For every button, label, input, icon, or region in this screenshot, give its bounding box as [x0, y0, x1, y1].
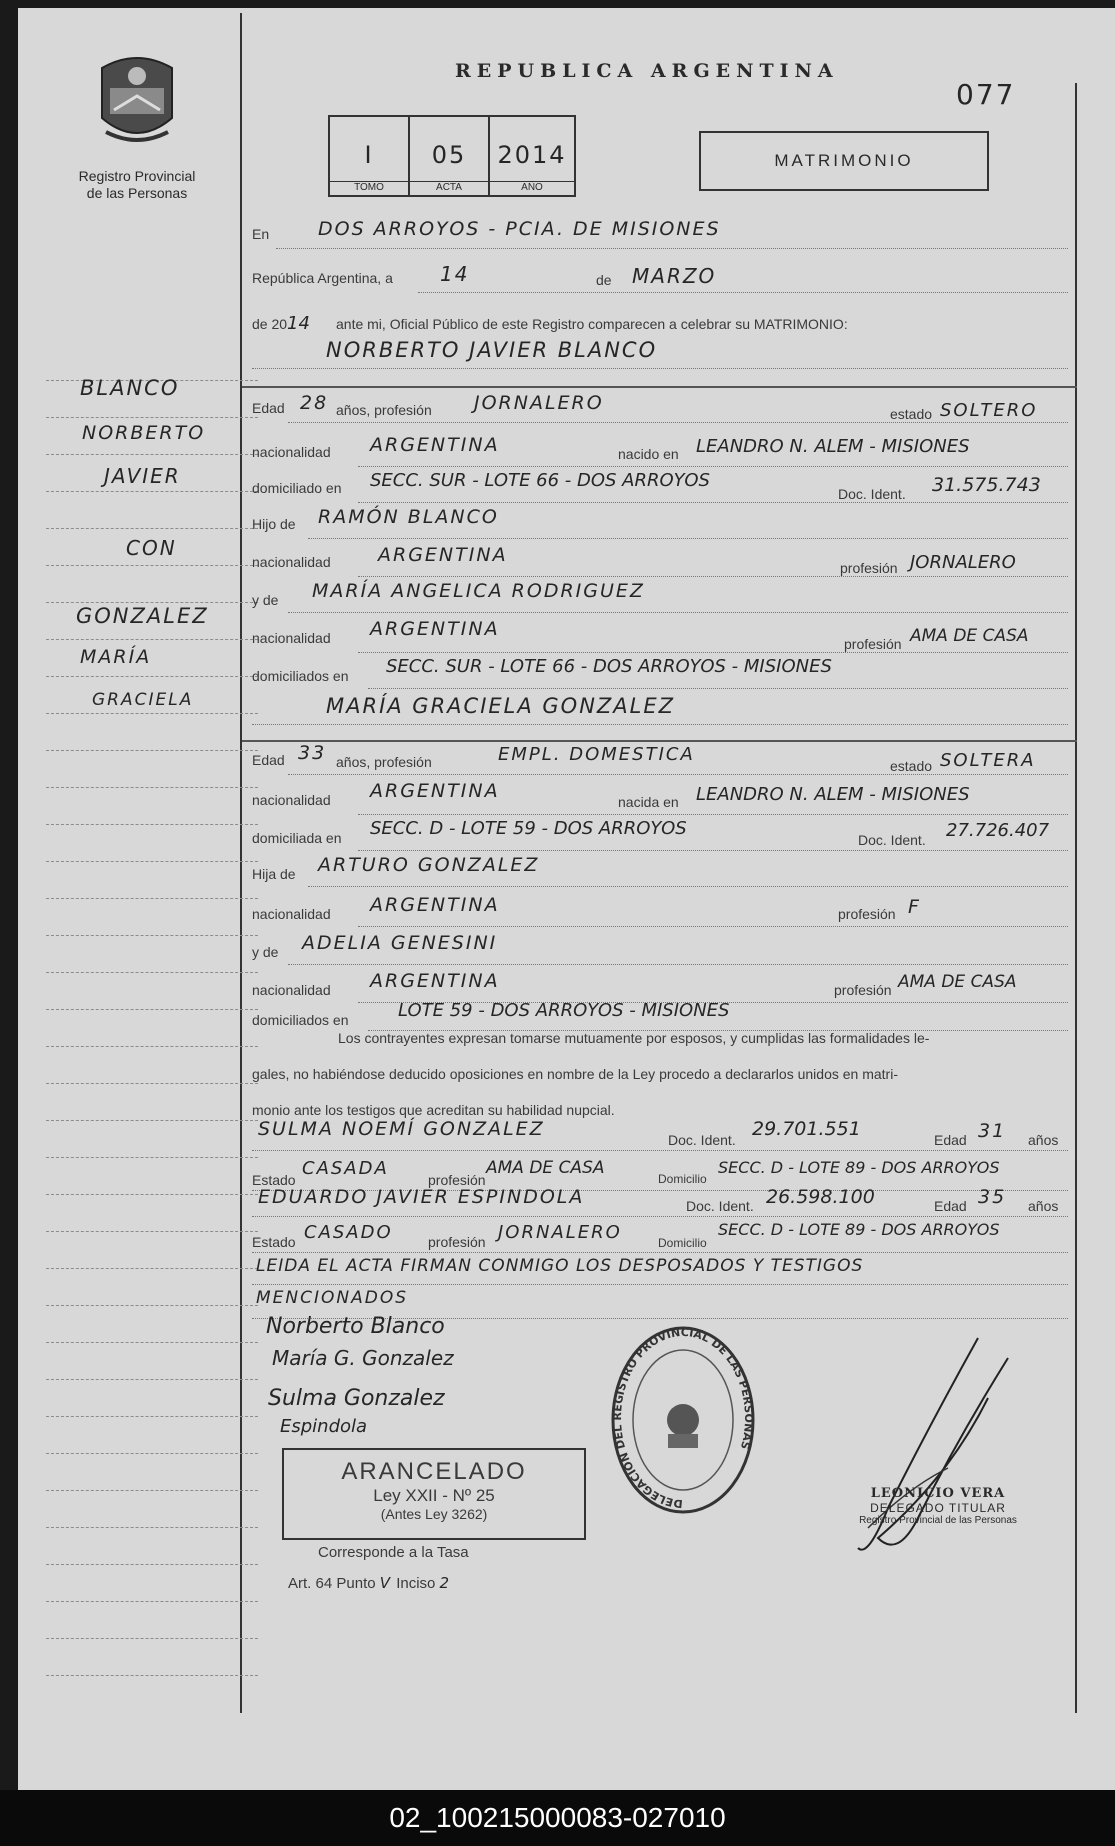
closing-line-2: MENCIONADOS — [256, 1288, 408, 1308]
witness2-profession: JORNALERO — [498, 1222, 622, 1243]
witness2-address: SECC. D - LOTE 89 - DOS ARROYOS — [718, 1220, 1000, 1239]
witness1-civil-status: CASADA — [302, 1158, 389, 1179]
groom-father-profession: JORNALERO — [910, 552, 1016, 573]
margin-annotation-5: GONZALEZ — [76, 604, 209, 628]
groom-mother: MARÍA ANGELICA RODRIGUEZ — [312, 580, 645, 602]
margin-ruled-line — [46, 1379, 258, 1380]
groom-age: 28 — [300, 392, 329, 414]
bride-mother-profession: AMA DE CASA — [898, 972, 1017, 992]
margin-ruled-line — [46, 972, 258, 973]
margin-ruled-line — [46, 824, 258, 825]
coat-of-arms-logo — [92, 48, 182, 163]
page-number: 077 — [956, 78, 1016, 111]
margin-ruled-line — [46, 750, 258, 751]
groom-birthplace: LEANDRO N. ALEM - MISIONES — [696, 436, 970, 457]
officer-signature — [808, 1318, 1038, 1573]
officer-block: LEONICIO VERA DELEGADO TITULAR Registro Provincial de las Personas — [859, 1486, 1017, 1526]
margin-ruled-line — [46, 1675, 258, 1676]
margin-annotation-3: JAVIER — [104, 464, 181, 488]
margin-ruled-line — [46, 1601, 258, 1602]
margin-ruled-line — [46, 1453, 258, 1454]
groom-name: NORBERTO JAVIER BLANCO — [326, 338, 658, 362]
margin-ruled-line — [46, 602, 258, 603]
bride-birthplace: LEANDRO N. ALEM - MISIONES — [696, 784, 970, 805]
margin-divider — [240, 13, 242, 1713]
signature-witness-1: Sulma Gonzalez — [268, 1386, 445, 1411]
groom-father: RAMÓN BLANCO — [318, 506, 499, 528]
record-number-box — [328, 115, 576, 197]
witness1-age: 31 — [978, 1120, 1007, 1142]
margin-ruled-line — [46, 1009, 258, 1010]
margin-ruled-line — [46, 528, 258, 529]
margin-ruled-line — [46, 1638, 258, 1639]
witness2-civil-status: CASADO — [304, 1222, 393, 1243]
witness2-name: EDUARDO JAVIER ESPINDOLA — [258, 1186, 585, 1208]
margin-ruled-line — [46, 1564, 258, 1565]
groom-doc-number: 31.575.743 — [932, 474, 1041, 496]
record-type-box: MATRIMONIO — [699, 131, 989, 191]
bride-mother-nationality: ARGENTINA — [370, 970, 500, 992]
margin-annotation-6: MARÍA — [80, 646, 152, 668]
groom-nationality: ARGENTINA — [370, 434, 500, 456]
signature-bride: María G. Gonzalez — [272, 1346, 454, 1370]
groom-civil-status: SOLTERO — [940, 400, 1038, 421]
arancelado-stamp: ARANCELADO Ley XXII - Nº 25 (Antes Ley 3262) — [282, 1448, 586, 1540]
margin-ruled-line — [46, 1490, 258, 1491]
margin-ruled-line — [46, 1120, 258, 1121]
document-page: Registro Provincial de las Personas REPUBLICA ARGENTINA 077 I TOMO 05 ACTA 2014 AÑO MATRIMONIO BLANCO NORBERTO JAVIER CON GONZALEZ MARÍA GRACIELA En DOS ARROYOS - PCIA. DE MISIONES República Argentina, a 14 de MARZO de 2014 ante mi, Oficial Público de este Registro comparecen a celebrar su MATRIMONIO: NORBERTO JAVIER BLANCO Edad 28 años, profesión JORNALERO estado SOLTERO nacionalidad ARGENTINA nacido en LEANDRO N. ALEM - MISIONES domiciliado en SECC. SUR - LOTE 66 - DOS ARROYOS Doc. Ident. 31.575.743 Hijo de RAMÓN BLANCO nacionalidad ARGENTINA profesión JORNALERO y de MARÍA ANGELICA RODRIGUEZ nacionalidad ARGENTINA profesión AMA DE CASA domiciliados en SECC. SUR - LOTE 66 - DOS ARROYOS - MISIONES MARÍA GRACIELA GONZALEZ Edad 33 años, profesión EMPL. DOMESTICA estado SOLTERA nacionalidad ARGENTINA nacida en LEANDRO N. ALEM - MISIONES domiciliada en SECC. D - LOTE 59 - DOS ARROYOS Doc. Ident. 27.726.407 Hija de ARTURO GONZALEZ nacionalidad ARGENTINA profesión F y de ADELIA GENESINI nacionalidad ARGENTINA profesión AMA DE CASA domiciliados en LOTE 59 - DOS ARROYOS - MISIONES Los contrayentes expresan tomarse mutuamente por esposos, y cumplidas las formalidades le- gales, no habiéndose deducido oposiciones en nombre de la Ley procedo a declararlos unidos en matri- monio ante los testigos que acreditan su habilidad nupcial. SULMA NOEMÍ GONZALEZ Doc. Ident. 29.701.551 Edad 31 años Estado CASADA profesión AMA DE CASA Domicilio SECC. D - LOTE 89 - DOS ARROYOS EDUARDO JAVIER ESPINDOLA Doc. Ident. 26.598.100 Edad 35 años Estado CASADO profesión JORNALERO Domicilio SECC. D - LOTE 89 - DOS ARROYOS LEIDA EL ACTA FIRMAN CONMIGO LOS DESPOSADOS Y TESTIGOS MENCIONADOS Norberto Blanco María G. Gonzalez Sulma Gonzalez Espindola ARANCELADO Ley XXII - Nº 25 (Antes Ley 3262) Corresponde a la Tasa Art. 64 Punto V Inciso 2 DELEGACION DEL REGISTRO PROVINCIAL DE LAS PERSONAS LEONICIO VERA DELEGADO TITULAR Registro Provincial de las Personas — [18, 8, 1115, 1790]
bride-father-profession: F — [908, 896, 921, 918]
margin-ruled-line — [46, 1157, 258, 1158]
bride-nationality: ARGENTINA — [370, 780, 500, 802]
margin-ruled-line — [46, 1342, 258, 1343]
margin-ruled-line — [46, 676, 258, 677]
signature-witness-2: Espindola — [280, 1416, 368, 1437]
margin-ruled-line — [46, 935, 258, 936]
acta-cell: 05 ACTA — [410, 117, 490, 195]
stamp-article-line: Art. 64 Punto V Inciso 2 — [288, 1574, 452, 1592]
bride-doc-number: 27.726.407 — [946, 820, 1050, 841]
groom-mother-nationality: ARGENTINA — [370, 618, 500, 640]
bride-father: ARTURO GONZALEZ — [318, 854, 540, 876]
groom-father-nationality: ARGENTINA — [378, 544, 508, 566]
document-code: 02_100215000083-027010 — [389, 1802, 726, 1833]
groom-parents-address: SECC. SUR - LOTE 66 - DOS ARROYOS - MISIONES — [386, 656, 832, 677]
margin-ruled-line — [46, 454, 258, 455]
margin-ruled-line — [46, 639, 258, 640]
margin-ruled-line — [46, 1194, 258, 1195]
bride-name: MARÍA GRACIELA GONZALEZ — [326, 694, 676, 718]
anio-cell: 2014 AÑO — [490, 117, 574, 195]
margin-annotation-7: GRACIELA — [92, 690, 194, 710]
margin-ruled-line — [46, 787, 258, 788]
groom-profession: JORNALERO — [474, 392, 604, 414]
declaration-line-2: gales, no habiéndose deducido oposiciones en nombre de la Ley procedo a declararlos unidos en matri- — [252, 1066, 898, 1082]
margin-ruled-line — [46, 713, 258, 714]
witness1-doc-number: 29.701.551 — [752, 1118, 861, 1140]
bride-address: SECC. D - LOTE 59 - DOS ARROYOS — [370, 818, 687, 839]
margin-annotation-2: NORBERTO — [82, 422, 206, 444]
margin-ruled-line — [46, 1046, 258, 1047]
registry-name: Registro Provincial de las Personas — [78, 168, 196, 201]
declaration-line-3: monio ante los testigos que acreditan su habilidad nupcial. — [252, 1102, 615, 1118]
margin-ruled-line — [46, 861, 258, 862]
margin-ruled-line — [46, 1416, 258, 1417]
bride-parents-address: LOTE 59 - DOS ARROYOS - MISIONES — [398, 1000, 730, 1021]
margin-annotation-4: CON — [126, 536, 177, 560]
witness1-address: SECC. D - LOTE 89 - DOS ARROYOS — [718, 1158, 1000, 1177]
witness2-age: 35 — [978, 1186, 1007, 1208]
margin-ruled-line — [46, 417, 258, 418]
witness1-name: SULMA NOEMÍ GONZALEZ — [258, 1118, 545, 1140]
marriage-day: 14 — [440, 262, 470, 286]
margin-ruled-line — [46, 1083, 258, 1084]
groom-mother-profession: AMA DE CASA — [910, 626, 1029, 646]
witness2-doc-number: 26.598.100 — [766, 1186, 875, 1208]
margin-ruled-line — [46, 1305, 258, 1306]
closing-line-1: LEIDA EL ACTA FIRMAN CONMIGO LOS DESPOSADOS Y TESTIGOS — [256, 1256, 864, 1276]
margin-ruled-line — [46, 1268, 258, 1269]
right-border — [1075, 83, 1077, 1713]
margin-annotation-1: BLANCO — [80, 376, 180, 400]
footer-bar — [0, 1790, 1115, 1846]
svg-text:DELEGACION DEL REGISTRO PROVIN: DELEGACION DEL REGISTRO PROVINCIAL DE LAS PERSONAS — [611, 1325, 756, 1511]
margin-ruled-line — [46, 898, 258, 899]
bride-profession: EMPL. DOMESTICA — [498, 744, 695, 765]
margin-ruled-line — [46, 565, 258, 566]
bride-civil-status: SOLTERA — [940, 750, 1036, 771]
margin-ruled-line — [46, 1231, 258, 1232]
bride-age: 33 — [298, 742, 327, 764]
tomo-cell: I TOMO — [330, 117, 410, 195]
witness1-profession: AMA DE CASA — [486, 1158, 605, 1178]
bride-mother: ADELIA GENESINI — [302, 932, 498, 954]
margin-ruled-line — [46, 491, 258, 492]
signature-groom: Norberto Blanco — [266, 1314, 445, 1339]
bride-father-nationality: ARGENTINA — [370, 894, 500, 916]
marriage-year: de 2014 — [252, 313, 310, 334]
marriage-month: MARZO — [632, 264, 717, 288]
country-title: REPUBLICA ARGENTINA — [455, 60, 839, 82]
margin-ruled-line — [46, 1527, 258, 1528]
stamp-tasa-text: Corresponde a la Tasa — [318, 1544, 469, 1561]
official-seal — [608, 1320, 758, 1520]
declaration-line-1: Los contrayentes expresan tomarse mutuamente por esposos, y cumplidas las formalidades le- — [338, 1030, 930, 1046]
groom-address: SECC. SUR - LOTE 66 - DOS ARROYOS — [370, 470, 710, 491]
marriage-place: DOS ARROYOS - PCIA. DE MISIONES — [318, 218, 721, 240]
